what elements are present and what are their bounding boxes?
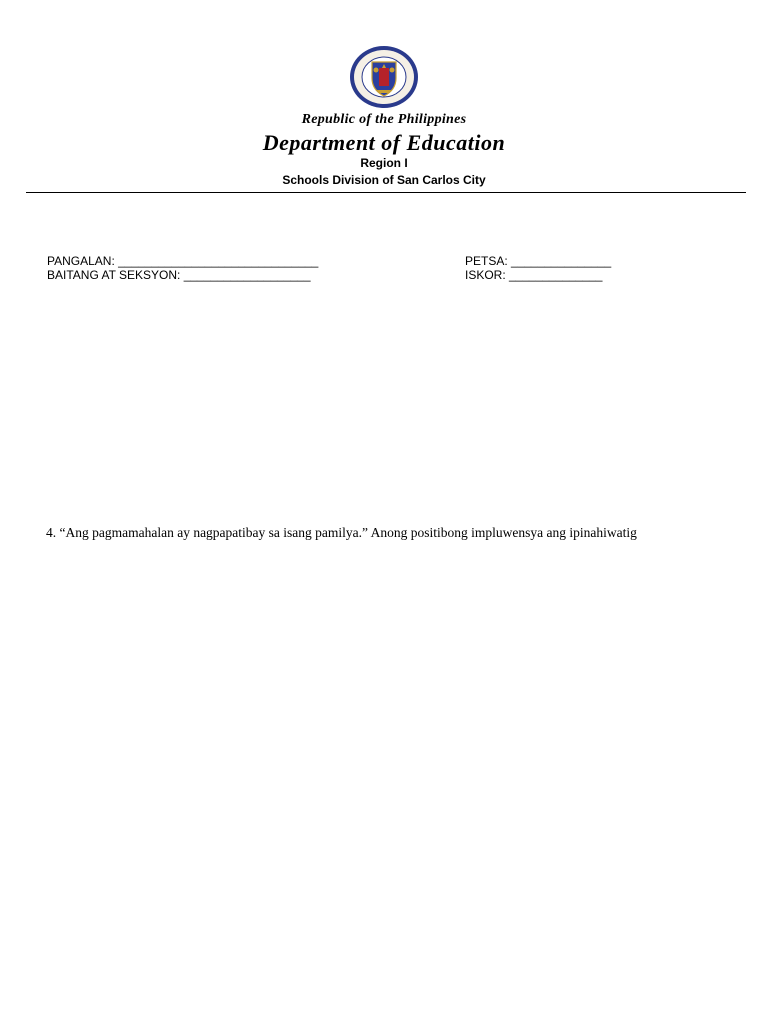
date-field[interactable]: PETSA: _______________ xyxy=(465,254,612,268)
header-divider xyxy=(26,192,746,193)
grade-section-field[interactable]: BAITANG AT SEKSYON: ___________________ xyxy=(47,268,311,282)
division-heading: Schools Division of San Carlos City xyxy=(282,173,486,187)
question-4: 4. “Ang pagmamahalan ay nagpapatibay sa isang pamilya.” Anong positibong impluwensya ang ipinahiwatig xyxy=(46,525,637,540)
deped-seal-logo xyxy=(348,44,420,110)
score-field[interactable]: ISKOR: ______________ xyxy=(465,268,603,282)
republic-heading: Republic of the Philippines xyxy=(301,112,467,127)
region-heading: Region I xyxy=(360,156,408,170)
name-field[interactable]: PANGALAN: ______________________________ xyxy=(47,254,319,268)
department-heading: Department of Education xyxy=(262,130,506,155)
